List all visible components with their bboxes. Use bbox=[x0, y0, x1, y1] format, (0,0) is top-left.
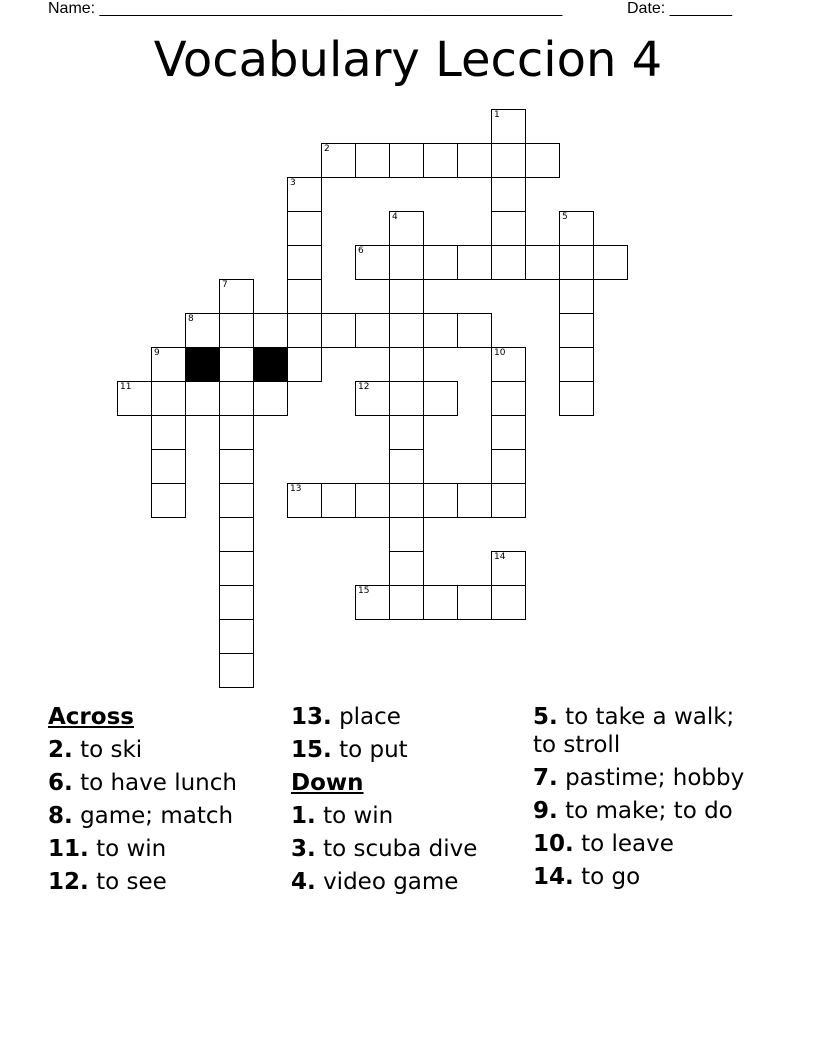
crossword-cell[interactable] bbox=[491, 245, 526, 280]
crossword-cell[interactable] bbox=[287, 313, 322, 348]
cell-number: 13 bbox=[290, 484, 302, 494]
crossword-cell[interactable] bbox=[219, 449, 254, 484]
crossword-cell[interactable] bbox=[321, 313, 356, 348]
date-field-label: Date: _______ bbox=[627, 0, 732, 17]
across-clue bbox=[48, 802, 278, 830]
crossword-cell[interactable] bbox=[491, 211, 526, 246]
clue-number: 15. bbox=[291, 737, 332, 763]
across-clue bbox=[48, 835, 278, 863]
cell-number: 8 bbox=[188, 314, 194, 324]
crossword-cell[interactable] bbox=[287, 279, 322, 314]
crossword-cell[interactable] bbox=[219, 347, 254, 382]
crossword-cell[interactable] bbox=[253, 381, 288, 416]
cell-number: 15 bbox=[358, 586, 370, 596]
crossword-cell[interactable] bbox=[423, 313, 458, 348]
cell-number: 11 bbox=[120, 382, 132, 392]
crossword-cell[interactable] bbox=[423, 585, 458, 620]
crossword-cell[interactable] bbox=[287, 177, 322, 212]
crossword-cell[interactable] bbox=[287, 347, 322, 382]
clue-number: 6. bbox=[48, 770, 73, 796]
crossword-cell[interactable] bbox=[287, 483, 322, 518]
crossword-cell[interactable] bbox=[559, 347, 594, 382]
clue-text: to win bbox=[323, 803, 394, 829]
crossword-cell[interactable] bbox=[389, 347, 424, 382]
crossword-cell[interactable] bbox=[559, 279, 594, 314]
clue-number: 1. bbox=[291, 803, 316, 829]
crossword-cell[interactable] bbox=[355, 483, 390, 518]
crossword-cell[interactable] bbox=[389, 449, 424, 484]
crossword-cell[interactable] bbox=[559, 245, 594, 280]
crossword-cell[interactable] bbox=[457, 143, 492, 178]
clue-text: to put bbox=[339, 737, 408, 763]
clue-text: to ski bbox=[80, 737, 143, 763]
across-clue bbox=[291, 736, 521, 764]
cell-number: 7 bbox=[222, 280, 228, 290]
cell-number: 3 bbox=[290, 178, 296, 188]
crossword-cell[interactable] bbox=[219, 619, 254, 654]
crossword-cell[interactable] bbox=[491, 449, 526, 484]
crossword-cell[interactable] bbox=[491, 415, 526, 450]
crossword-black-cell bbox=[185, 347, 220, 382]
crossword-cell[interactable] bbox=[355, 381, 390, 416]
clue-number: 13. bbox=[291, 704, 332, 730]
crossword-cell[interactable] bbox=[253, 313, 288, 348]
clue-text: game; match bbox=[80, 803, 234, 829]
clue-number: 14. bbox=[533, 864, 574, 890]
crossword-cell[interactable] bbox=[491, 109, 526, 144]
down-heading: Down bbox=[291, 770, 364, 796]
crossword-cell[interactable] bbox=[559, 381, 594, 416]
clue-number: 5. bbox=[533, 704, 558, 730]
clue-text: to scuba dive bbox=[323, 836, 478, 862]
clue-number: 10. bbox=[533, 831, 574, 857]
crossword-cell[interactable] bbox=[423, 245, 458, 280]
down-clue bbox=[533, 797, 763, 825]
crossword-cell[interactable] bbox=[355, 143, 390, 178]
cell-number: 1 bbox=[494, 110, 500, 120]
clue-number: 3. bbox=[291, 836, 316, 862]
page-title: Vocabulary Leccion 4 bbox=[153, 32, 663, 88]
across-clue bbox=[291, 703, 521, 731]
crossword-cell[interactable] bbox=[525, 245, 560, 280]
crossword-cell[interactable] bbox=[525, 143, 560, 178]
clue-number: 4. bbox=[291, 869, 316, 895]
clue-text: to see bbox=[96, 869, 167, 895]
crossword-cell[interactable] bbox=[491, 483, 526, 518]
down-clue bbox=[533, 764, 763, 792]
crossword-cell[interactable] bbox=[321, 143, 356, 178]
crossword-cell[interactable] bbox=[389, 211, 424, 246]
cell-number: 10 bbox=[494, 348, 506, 358]
clue-number: 9. bbox=[533, 798, 558, 824]
clue-text: to have lunch bbox=[80, 770, 237, 796]
crossword-cell[interactable] bbox=[185, 381, 220, 416]
crossword-cell[interactable] bbox=[151, 347, 186, 382]
name-field-label: Name: ____________________________________________________ bbox=[48, 0, 563, 17]
crossword-cell[interactable] bbox=[389, 279, 424, 314]
crossword-cell[interactable] bbox=[457, 483, 492, 518]
crossword-cell[interactable] bbox=[389, 415, 424, 450]
clue-column-2 bbox=[291, 703, 521, 901]
crossword-cell[interactable] bbox=[219, 415, 254, 450]
crossword-cell[interactable] bbox=[389, 381, 424, 416]
crossword-cell[interactable] bbox=[151, 415, 186, 450]
crossword-cell[interactable] bbox=[219, 585, 254, 620]
crossword-cell[interactable] bbox=[423, 143, 458, 178]
down-clue bbox=[533, 703, 763, 759]
crossword-cell[interactable] bbox=[321, 483, 356, 518]
cell-number: 2 bbox=[324, 144, 330, 154]
crossword-cell[interactable] bbox=[423, 381, 458, 416]
crossword-cell[interactable] bbox=[491, 585, 526, 620]
clue-text: to go bbox=[581, 864, 641, 890]
crossword-cell[interactable] bbox=[287, 211, 322, 246]
clue-text: video game bbox=[323, 869, 459, 895]
crossword-cell[interactable] bbox=[457, 585, 492, 620]
across-clue bbox=[48, 736, 278, 764]
clue-column-1 bbox=[48, 703, 278, 901]
cell-number: 14 bbox=[494, 552, 506, 562]
clue-number: 12. bbox=[48, 869, 89, 895]
cell-number: 5 bbox=[562, 212, 568, 222]
crossword-cell[interactable] bbox=[491, 551, 526, 586]
crossword-cell[interactable] bbox=[389, 517, 424, 552]
across-clue bbox=[48, 868, 278, 896]
crossword-cell[interactable] bbox=[219, 517, 254, 552]
crossword-cell[interactable] bbox=[355, 585, 390, 620]
crossword-cell[interactable] bbox=[287, 245, 322, 280]
across-heading: Across bbox=[48, 704, 134, 730]
crossword-cell[interactable] bbox=[185, 313, 220, 348]
cell-number: 6 bbox=[358, 246, 364, 256]
clue-text: to leave bbox=[581, 831, 674, 857]
clue-column-3 bbox=[533, 703, 763, 896]
crossword-cell[interactable] bbox=[491, 177, 526, 212]
crossword-cell[interactable] bbox=[491, 381, 526, 416]
crossword-cell[interactable] bbox=[559, 313, 594, 348]
crossword-cell[interactable] bbox=[491, 143, 526, 178]
crossword-cell[interactable] bbox=[389, 483, 424, 518]
down-clue bbox=[291, 802, 521, 830]
crossword-cell[interactable] bbox=[389, 143, 424, 178]
down-clue bbox=[291, 868, 521, 896]
clue-text: pastime; hobby bbox=[565, 765, 745, 791]
crossword-cell[interactable] bbox=[423, 483, 458, 518]
crossword-cell[interactable] bbox=[219, 551, 254, 586]
clue-number: 7. bbox=[533, 765, 558, 791]
crossword-cell[interactable] bbox=[151, 449, 186, 484]
crossword-cell[interactable] bbox=[219, 313, 254, 348]
crossword-cell[interactable] bbox=[389, 551, 424, 586]
clue-text: to take a walk; to stroll bbox=[533, 704, 735, 758]
clue-text: place bbox=[339, 704, 401, 730]
crossword-cell[interactable] bbox=[389, 313, 424, 348]
crossword-black-cell bbox=[253, 347, 288, 382]
cell-number: 12 bbox=[358, 382, 370, 392]
clue-number: 11. bbox=[48, 836, 89, 862]
crossword-cell[interactable] bbox=[457, 313, 492, 348]
crossword-cell[interactable] bbox=[491, 347, 526, 382]
down-clue bbox=[291, 835, 521, 863]
across-clue bbox=[48, 769, 278, 797]
crossword-cell[interactable] bbox=[355, 313, 390, 348]
crossword-cell[interactable] bbox=[219, 279, 254, 314]
crossword-cell[interactable] bbox=[559, 211, 594, 246]
down-clue bbox=[533, 863, 763, 891]
crossword-cell[interactable] bbox=[355, 245, 390, 280]
crossword-cell[interactable] bbox=[151, 381, 186, 416]
crossword-cell[interactable] bbox=[151, 483, 186, 518]
crossword-cell[interactable] bbox=[457, 245, 492, 280]
crossword-cell[interactable] bbox=[219, 653, 254, 688]
crossword-cell[interactable] bbox=[117, 381, 152, 416]
cell-number: 9 bbox=[154, 348, 160, 358]
down-clue bbox=[533, 830, 763, 858]
crossword-cell[interactable] bbox=[219, 381, 254, 416]
crossword-cell[interactable] bbox=[219, 483, 254, 518]
crossword-cell[interactable] bbox=[593, 245, 628, 280]
clue-number: 2. bbox=[48, 737, 73, 763]
crossword-cell[interactable] bbox=[389, 585, 424, 620]
clue-text: to make; to do bbox=[565, 798, 733, 824]
clue-text: to win bbox=[96, 836, 167, 862]
cell-number: 4 bbox=[392, 212, 398, 222]
clue-number: 8. bbox=[48, 803, 73, 829]
crossword-cell[interactable] bbox=[389, 245, 424, 280]
